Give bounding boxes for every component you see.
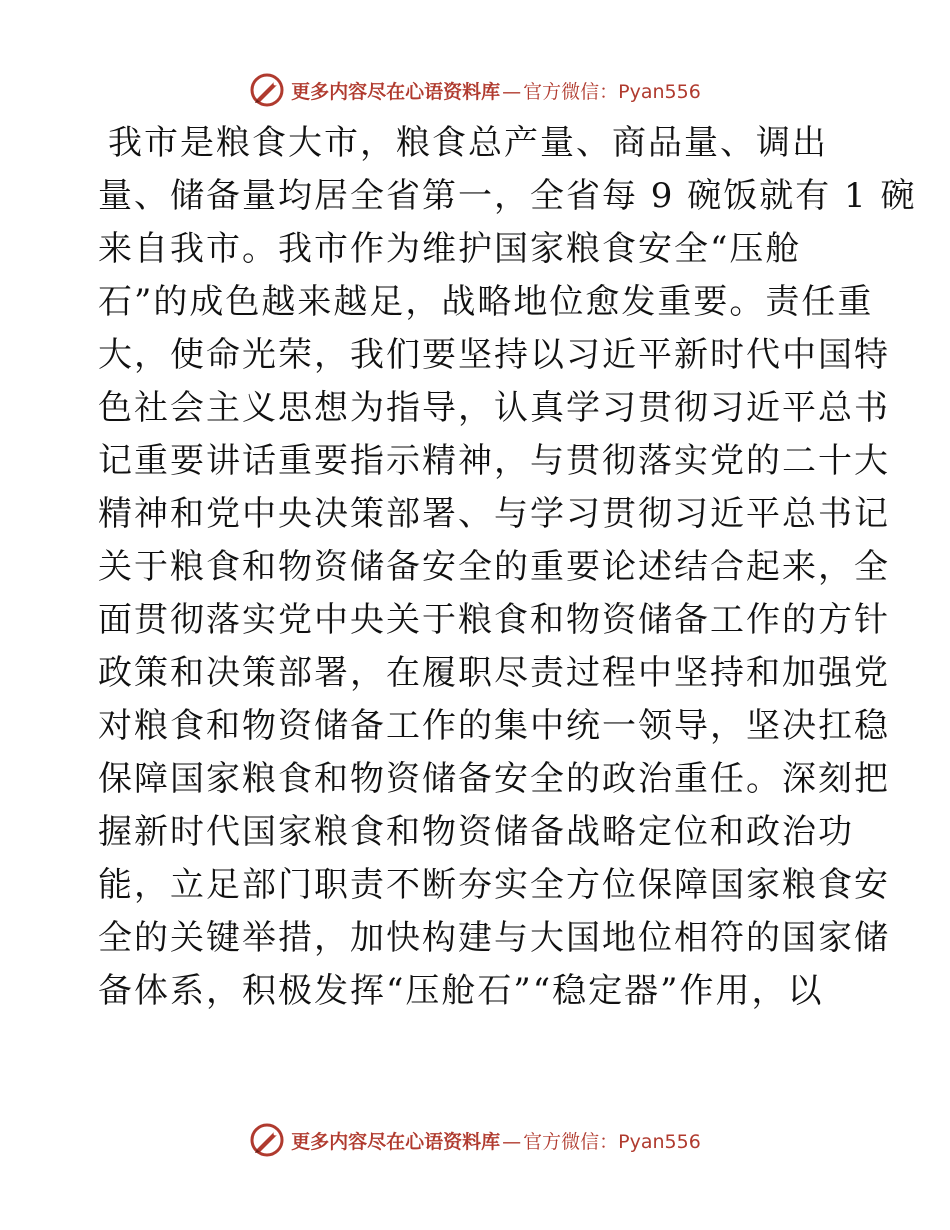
header-contact: 官方微信：Pyan556 <box>523 80 701 103</box>
body-line-17: 备体系，积极发挥“压舱石”“稳定器”作用，以 <box>98 971 824 1011</box>
footer-contact: 官方微信：Pyan556 <box>523 1130 701 1153</box>
body-line-13: 保障国家粮食和物资储备安全的政治重任。深刻把 <box>98 759 890 799</box>
body-line-6: 色社会主义思想为指导，认真学习贯彻习近平总书 <box>98 388 890 428</box>
footer-banner <box>0 1120 950 1160</box>
body-line-4: 石”的成色越来越足，战略地位愈发重要。责任重 <box>98 282 874 322</box>
body-line-5: 大，使命光荣，我们要坚持以习近平新时代中国特 <box>98 335 890 375</box>
body-line-15: 能，立足部门职责不断夯实全方位保障国家粮食安 <box>98 865 890 905</box>
body-line-9: 关于粮食和物资储备安全的重要论述结合起来，全 <box>98 547 890 587</box>
body-line-2: 量、储备量均居全省第一，全省每 9 碗饭就有 1 碗 <box>98 176 917 216</box>
header-banner <box>0 70 950 110</box>
body-line-10: 面贯彻落实党中央关于粮食和物资储备工作的方针 <box>98 600 890 640</box>
body-line-1: 我市是粮食大市，粮食总产量、商品量、调出 <box>108 123 828 163</box>
header-banner-text <box>291 77 701 104</box>
body-line-8: 精神和党中央决策部署、与学习贯彻习近平总书记 <box>98 494 890 534</box>
body-line-3: 来自我市。我市作为维护国家粮食安全“压舱 <box>98 229 802 269</box>
body-line-16: 全的关键举措，加快构建与大国地位相符的国家储 <box>98 918 890 958</box>
pen-logo-icon <box>249 1122 285 1158</box>
body-line-11: 政策和决策部署，在履职尽责过程中坚持和加强党 <box>98 653 890 693</box>
footer-banner-text <box>291 1127 701 1154</box>
body-line-12: 对粮食和物资储备工作的集中统一领导，坚决扛稳 <box>98 706 890 746</box>
footer-dash: — <box>502 1130 522 1153</box>
body-line-7: 记重要讲话重要指示精神，与贯彻落实党的二十大 <box>98 441 890 481</box>
header-dash: — <box>502 80 522 103</box>
body-line-14: 握新时代国家粮食和物资储备战略定位和政治功 <box>98 812 854 852</box>
footer-brand: 更多内容尽在心语资料库 <box>291 1130 501 1153</box>
header-brand: 更多内容尽在心语资料库 <box>291 80 501 103</box>
pen-logo-icon <box>249 72 285 108</box>
